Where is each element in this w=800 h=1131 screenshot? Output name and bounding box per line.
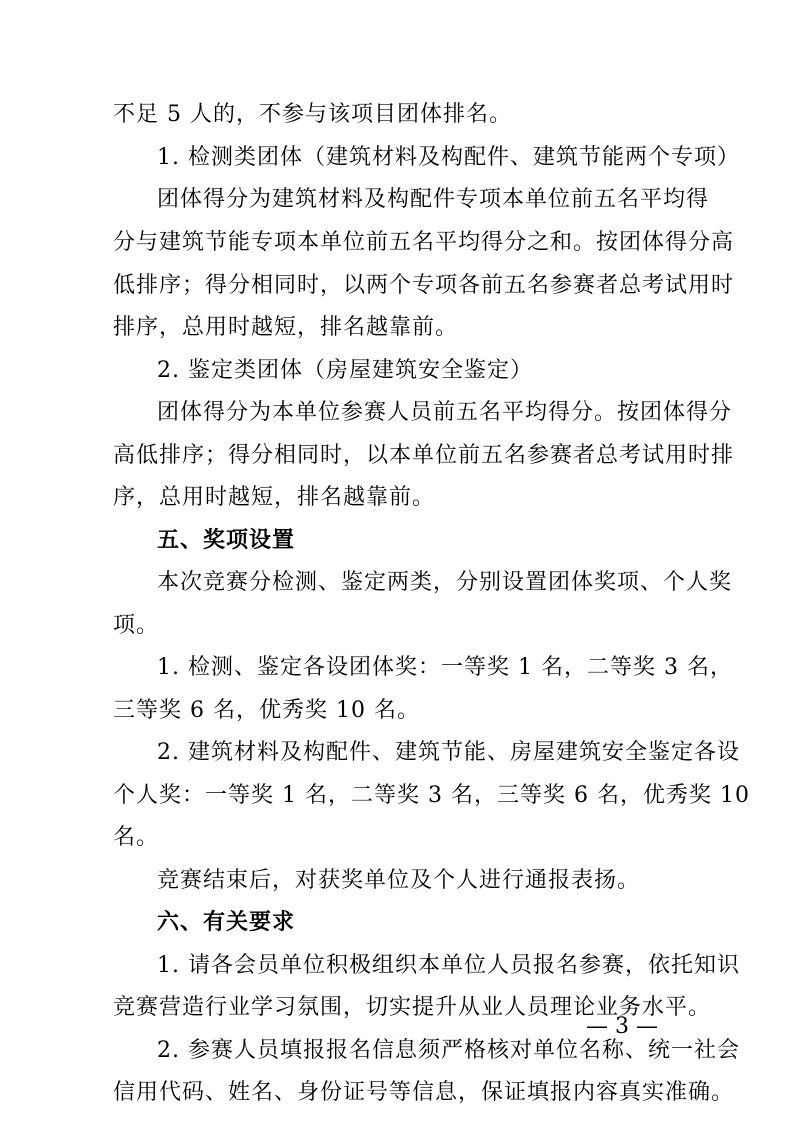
text-line: 团体得分为本单位参赛人员前五名平均得分。按团体得分	[157, 400, 733, 425]
text-line: 名。	[113, 825, 160, 850]
text-line: 三等奖 6 名，优秀奖 10 名。	[113, 698, 420, 723]
text-line: 本次竞赛分检测、鉴定两类，分别设置团体奖项、个人奖	[157, 570, 733, 595]
text-line: 个人奖：一等奖 1 名，二等奖 3 名，三等奖 6 名，优秀奖 10	[113, 783, 750, 808]
page-number: — 3 —	[586, 1014, 658, 1039]
text-line: 1. 检测、鉴定各设团体奖：一等奖 1 名，二等奖 3 名，	[157, 655, 733, 680]
text-line: 项。	[113, 613, 160, 638]
text-line: 2. 建筑材料及构配件、建筑节能、房屋建筑安全鉴定各设	[157, 740, 740, 765]
text-line: 1. 检测类团体（建筑材料及构配件、建筑节能两个专项）	[157, 145, 740, 170]
text-line: 高低排序；得分相同时，以本单位前五名参赛者总考试用时排	[113, 443, 735, 468]
text-line: 排序，总用时越短，排名越靠前。	[113, 315, 459, 340]
text-line: 序，总用时越短，排名越靠前。	[113, 485, 436, 510]
text-line: 信用代码、姓名、身份证号等信息，保证填报内容真实准确。	[113, 1080, 735, 1105]
text-line: 竞赛营造行业学习氛围，切实提升从业人员理论业务水平。	[113, 995, 712, 1020]
text-line: 低排序；得分相同时，以两个专项各前五名参赛者总考试用时	[113, 273, 735, 298]
text-line: 1. 请各会员单位积极组织本单位人员报名参赛，依托知识	[157, 953, 740, 978]
text-line: 2. 鉴定类团体（房屋建筑安全鉴定）	[157, 358, 533, 383]
text-line: 团体得分为建筑材料及构配件专项本单位前五名平均得	[157, 187, 710, 212]
text-line: 2. 参赛人员填报报名信息须严格核对单位名称、统一社会	[157, 1038, 740, 1063]
section-heading: 六、有关要求	[157, 910, 296, 935]
text-line: 分与建筑节能专项本单位前五名平均得分之和。按团体得分高	[113, 230, 735, 255]
section-heading: 五、奖项设置	[157, 528, 296, 553]
text-line: 竞赛结束后，对获奖单位及个人进行通报表扬。	[157, 868, 641, 893]
text-line: 不足 5 人的，不参与该项目团体排名。	[113, 102, 512, 127]
